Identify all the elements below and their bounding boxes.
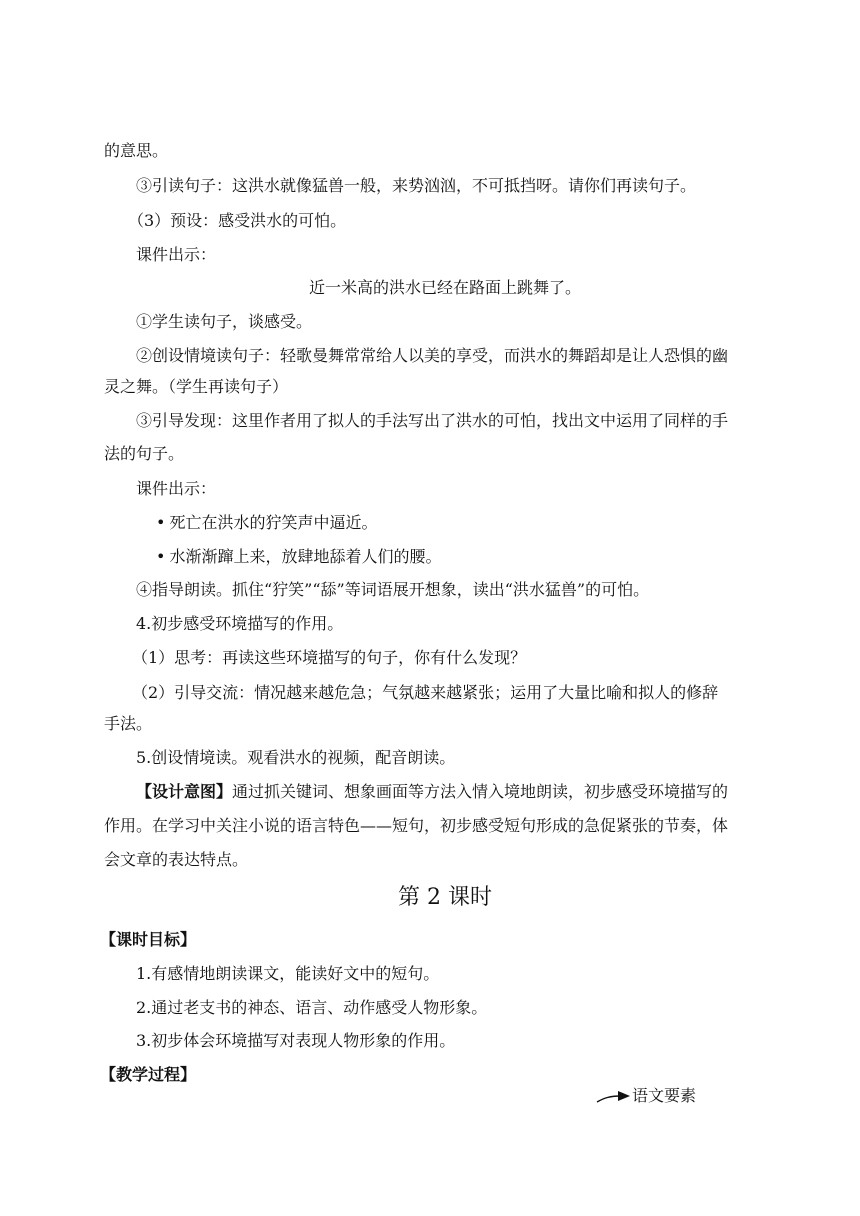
objectives-heading: 【课时目标】	[100, 930, 197, 949]
annotation-label: 语文要素	[632, 1086, 697, 1105]
paragraph-section-5: 5.创设情境读。观看洪水的视频，配音朗读。	[136, 748, 456, 767]
lesson-heading: 第 2 课时	[398, 885, 492, 910]
paragraph-discuss-cont: 手法。	[104, 714, 153, 733]
paragraph-continuation: 的意思。	[104, 141, 169, 160]
objective-item: 2.通过老支书的神态、语言、动作感受人物形象。	[136, 998, 488, 1017]
bullet-text: 死亡在洪水的狞笑声中逼近。	[169, 513, 378, 532]
design-intent-text: 通过抓关键词、想象画面等方法入情入境地朗读，初步感受环境描写的	[232, 782, 729, 801]
arrow-icon	[596, 1088, 632, 1106]
design-intent-label: 【设计意图】	[136, 782, 233, 801]
paragraph-step-2: ②创设情境读句子：轻歌曼舞常常给人以美的享受，而洪水的舞蹈却是让人恐惧的幽	[136, 346, 729, 365]
design-intent-cont: 作用。在学习中关注小说的语言特色——短句，初步感受短句形成的急促紧张的节奏，体	[104, 816, 729, 835]
bullet-item	[104, 513, 786, 533]
courseware-label-2: 课件出示：	[136, 479, 217, 498]
objective-item: 3.初步体会环境描写对表现人物形象的作用。	[136, 1031, 456, 1050]
design-intent-cont-2: 会文章的表达特点。	[104, 850, 249, 869]
paragraph-step-1: ①学生读句子，谈感受。	[136, 312, 313, 331]
bullet-icon: •	[156, 513, 166, 532]
paragraph-step-4: ④指导朗读。抓住“狞笑”“舔”等词语展开想象，读出“洪水猛兽”的可怕。	[136, 580, 650, 599]
paragraph-step-3-cont: 法的句子。	[104, 444, 185, 463]
courseware-label: 课件出示：	[136, 245, 217, 264]
paragraph-step-3: ③引导发现：这里作者用了拟人的手法写出了洪水的可怕，找出文中运用了同样的手	[136, 411, 729, 430]
bullet-text: 水渐渐蹿上来，放肆地舔着人们的腰。	[169, 547, 442, 566]
paragraph-guide-read: ③引读句子：这洪水就像猛兽一般，来势汹汹，不可抵挡呀。请你们再读句子。	[136, 176, 697, 195]
paragraph-preset: （3）预设：感受洪水的可怕。	[128, 211, 347, 230]
bullet-item	[104, 547, 786, 567]
paragraph-think: （1）思考：再读这些环境描写的句子，你有什么发现？	[132, 648, 527, 667]
design-intent	[104, 782, 786, 802]
paragraph-section-4: 4.初步感受环境描写的作用。	[136, 614, 344, 633]
bullet-icon: •	[156, 547, 166, 566]
paragraph-step-2-cont: 灵之舞。（学生再读句子）	[104, 377, 289, 396]
courseware-sentence: 近一米高的洪水已经在路面上跳舞了。	[308, 278, 581, 297]
objective-item: 1.有感情地朗读课文，能读好文中的短句。	[136, 964, 440, 983]
process-heading: 【教学过程】	[100, 1065, 197, 1084]
paragraph-discuss: （2）引导交流：情况越来越危急；气氛越来越紧张；运用了大量比喻和拟人的修辞	[132, 683, 719, 702]
